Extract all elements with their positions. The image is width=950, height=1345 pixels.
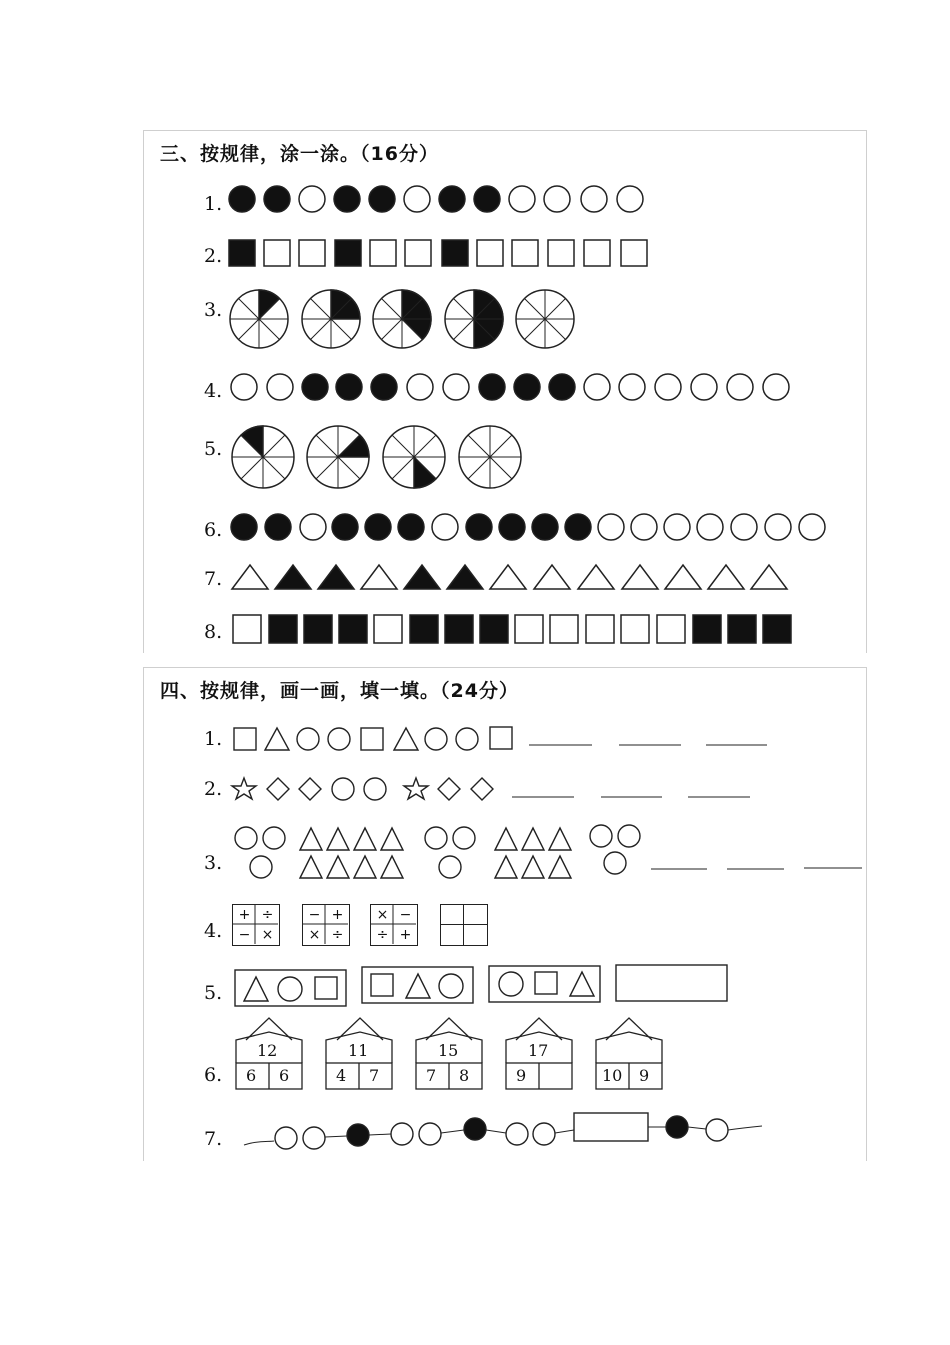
s3-row4-label: 4. bbox=[204, 380, 223, 402]
house-4-left: 9 bbox=[516, 1066, 527, 1085]
house-1-roof: 12 bbox=[257, 1041, 278, 1060]
s3-row1-circles bbox=[229, 186, 643, 212]
op-symbol: + bbox=[399, 927, 412, 943]
op-symbol: − bbox=[238, 927, 251, 943]
s3-row3-wheels bbox=[230, 290, 574, 348]
s3-row6-label: 6. bbox=[204, 519, 223, 541]
section-three-patterns bbox=[144, 131, 866, 653]
house-2-roof: 11 bbox=[348, 1041, 369, 1060]
house-4-roof: 17 bbox=[528, 1041, 549, 1060]
house-1-left: 6 bbox=[246, 1066, 257, 1085]
house-3-roof: 15 bbox=[438, 1041, 459, 1060]
s3-row7-label: 7. bbox=[204, 568, 223, 590]
s3-row7-triangles bbox=[232, 565, 787, 589]
s3-row8-label: 8. bbox=[204, 621, 223, 643]
s3-row4-circles bbox=[231, 374, 789, 400]
op-symbol: + bbox=[331, 907, 344, 923]
house-3-right: 8 bbox=[459, 1066, 470, 1085]
section-three-panel bbox=[143, 130, 867, 653]
s4-row2-label: 2. bbox=[204, 778, 223, 800]
house-2-right: 7 bbox=[369, 1066, 380, 1085]
op-symbol: × bbox=[261, 927, 274, 943]
op-symbol: + bbox=[238, 907, 251, 923]
s4-row6-houses bbox=[144, 668, 866, 1161]
op-symbol: ÷ bbox=[331, 927, 344, 943]
house-5-right: 9 bbox=[639, 1066, 650, 1085]
op-symbol: ÷ bbox=[376, 927, 389, 943]
s4-row7-label: 7. bbox=[204, 1128, 223, 1150]
s3-row5-wheels bbox=[232, 426, 521, 488]
s3-row1-label: 1. bbox=[204, 193, 223, 215]
house-3-left: 7 bbox=[426, 1066, 437, 1085]
op-symbol: − bbox=[308, 907, 321, 923]
s3-row8-squares bbox=[233, 615, 791, 643]
op-symbol: ÷ bbox=[261, 907, 274, 923]
house-2-left: 4 bbox=[336, 1066, 347, 1085]
s3-row2-squares bbox=[229, 240, 647, 266]
house-5-left: 10 bbox=[602, 1066, 623, 1085]
s4-row1-label: 1. bbox=[204, 728, 223, 750]
s4-row5-label: 5. bbox=[204, 982, 223, 1004]
s4-row3-label: 3. bbox=[204, 852, 223, 874]
section-four-panel bbox=[143, 667, 867, 1161]
section-three-heading: 三、按规律，涂一涂。（16分） bbox=[160, 143, 439, 165]
op-symbol: − bbox=[399, 907, 412, 923]
s3-row3-label: 3. bbox=[204, 299, 223, 321]
s3-row6-circles bbox=[231, 514, 825, 540]
op-symbol: × bbox=[308, 927, 321, 943]
s4-row6-label: 6. bbox=[204, 1064, 223, 1086]
op-symbol: × bbox=[376, 907, 389, 923]
s3-row5-label: 5. bbox=[204, 438, 223, 460]
section-four-heading: 四、按规律，画一画，填一填。（24分） bbox=[160, 680, 519, 702]
s3-row2-label: 2. bbox=[204, 245, 223, 267]
house-1-right: 6 bbox=[279, 1066, 290, 1085]
s4-row4-label: 4. bbox=[204, 920, 223, 942]
